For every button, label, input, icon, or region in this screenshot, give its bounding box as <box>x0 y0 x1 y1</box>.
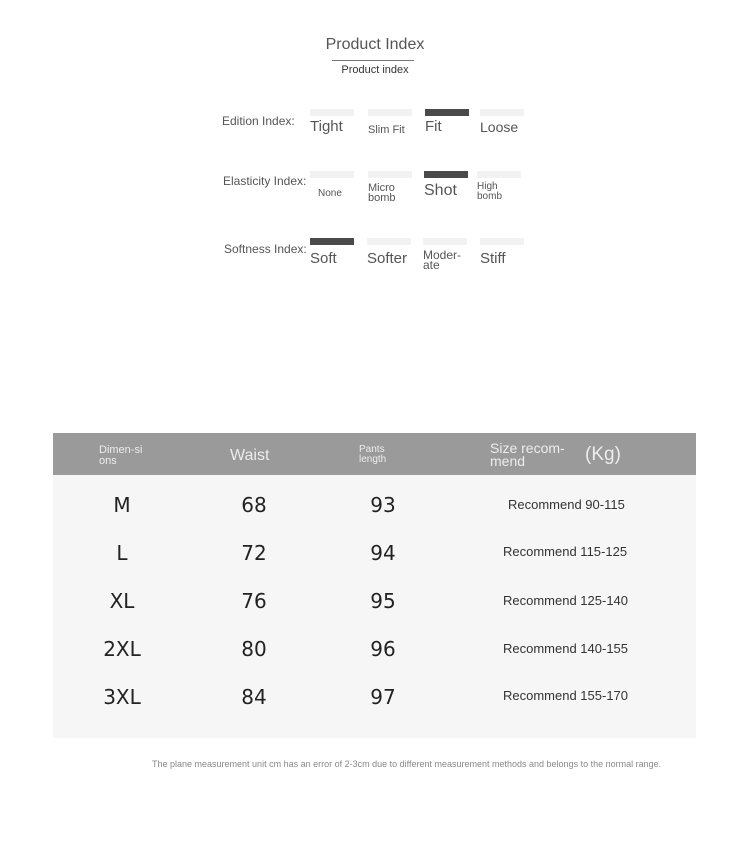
edition-index-label: Edition Index: <box>222 114 295 128</box>
length-cell: 94 <box>370 541 396 565</box>
measurement-footnote: The plane measurement unit cm has an error of 2-3cm due to different measurement methods and belongs to the normal range. <box>152 759 662 769</box>
size-table-header <box>53 433 696 475</box>
recommend-cell: Recommend 125-140 <box>503 593 629 608</box>
title-divider <box>332 60 414 61</box>
selected-indicator <box>424 171 468 178</box>
header-pants-length: Pants length <box>359 444 387 465</box>
page-title: Product Index <box>325 36 425 53</box>
size-cell: M <box>113 493 131 517</box>
softness-index-label: Softness Index: <box>224 242 307 256</box>
waist-cell: 80 <box>241 637 267 661</box>
waist-cell: 72 <box>241 541 267 565</box>
length-cell: 95 <box>370 589 396 613</box>
page-subtitle: Product index <box>341 64 409 76</box>
elasticity-index-label: Elasticity Index: <box>223 174 307 188</box>
length-cell: 93 <box>370 493 396 517</box>
size-cell: 2XL <box>103 637 141 661</box>
size-cell: 3XL <box>103 685 141 709</box>
recommend-cell: Recommend 155-170 <box>503 688 629 703</box>
size-table-body <box>53 475 696 738</box>
header-waist: Waist <box>230 447 270 464</box>
header-unit: (Kg) <box>585 444 621 465</box>
recommend-cell: Recommend 140-155 <box>503 641 629 656</box>
waist-cell: 76 <box>241 589 267 613</box>
header-dimensions: Dimen-sions <box>99 444 143 467</box>
header-size-recommend: Size recom-mend <box>490 440 565 469</box>
recommend-cell: Recommend 90-115 <box>508 497 625 512</box>
waist-cell: 84 <box>241 685 267 709</box>
length-cell: 97 <box>370 685 396 709</box>
size-cell: L <box>116 541 128 565</box>
selected-indicator <box>310 238 354 245</box>
selected-indicator <box>425 109 469 116</box>
size-cell: XL <box>109 589 135 613</box>
waist-cell: 68 <box>241 493 267 517</box>
recommend-cell: Recommend 115-125 <box>503 544 628 559</box>
length-cell: 96 <box>370 637 396 661</box>
